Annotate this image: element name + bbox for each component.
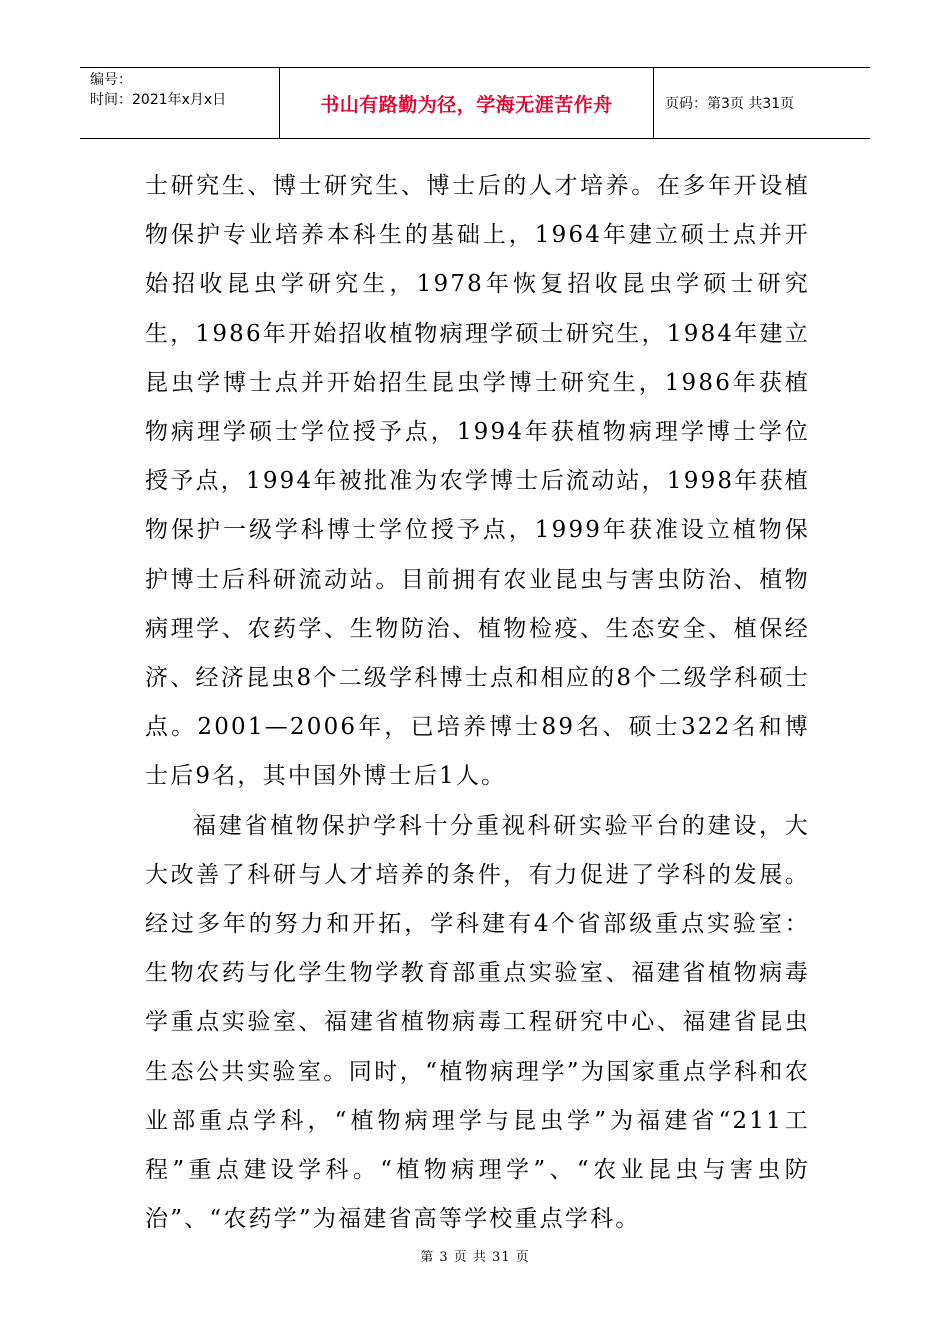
paragraph-continuation: 士研究生、博士研究生、博士后的人才培养。在多年开设植物保护专业培养本科生的基础上，1964年建立硕士点并开始招收昆虫学研究生，1978年恢复招收昆虫学硕士研究生，1986年开始招收植物病理学硕士研究生，1984年建立昆虫学博士点并开始招生昆虫学博士研究生，1986年获植物病理学硕士学位授予点，1994年获植物病理学博士学位授予点，1994年被批准为农学博士后流动站，1998年获植物保护一级学科博士学位授予点，1999年获准设立植物保护博士后科研流动站。目前拥有农业昆虫与害虫防治、植物病理学、农药学、生物防治、植物检疫、生态安全、植保经济、经济昆虫8个二级学科博士点和相应的8个二级学科硕士点。2001—2006年，已培养博士89名、硕士322名和博士后9名，其中国外博士后1人。 — [145, 173, 810, 790]
paragraph-lab-platforms: 福建省植物保护学科十分重视科研实验平台的建设，大大改善了科研与人才培养的条件，有力促进了学科的发展。经过多年的努力和开拓，学科建有4个省部级重点实验室：生物农药与化学生物学教育部重点实验室、福建省植物病毒学重点实验室、福建省植物病毒工程研究中心、福建省昆虫生态公共实验室。同时，“植物病理学”为国家重点学科和农业部重点学科，“植物病理学与昆虫学”为福建省“211工程”重点建设学科。“植物病理学”、“农业昆虫与害虫防治”、“农药学”为福建省高等学校重点学科。 — [145, 812, 810, 1233]
document-body — [145, 162, 810, 1244]
header-motto: 书山有路勤为径，学海无涯苦作舟 — [280, 68, 654, 138]
document-date: 时间：2021年x月x日 — [90, 92, 227, 108]
header-page-info: 页码：第3页 共31页 — [665, 96, 795, 112]
header-meta — [80, 68, 280, 138]
document-number: 编号： — [90, 72, 132, 88]
page-footer: 第 3 页 共 31 页 — [420, 1250, 530, 1265]
page-header — [80, 67, 870, 139]
